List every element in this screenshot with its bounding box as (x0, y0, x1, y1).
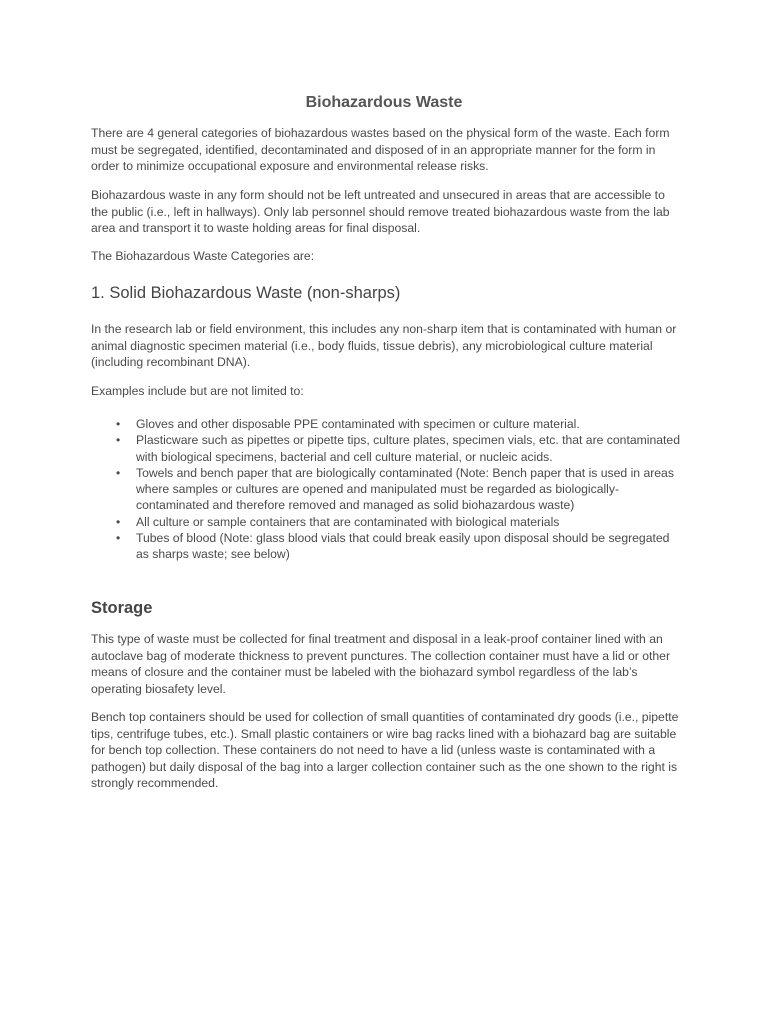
intro-paragraph-1: There are 4 general categories of biohazardous wastes based on the physical form of the waste. Each form must be segregated, identified, decontaminated and disposed of in an appropriate manner for the form in order to minimize occupational exposure and environmental release risks. (91, 126, 670, 173)
list-item-text: Plasticware such as pipettes or pipette tips, culture plates, specimen vials, etc. that are contaminated with biological specimens, bacterial and cell culture material, or nucleic acids. (136, 433, 680, 464)
list-item (91, 416, 681, 432)
intro-paragraph-2: Biohazardous waste in any form should not be left untreated and unsecured in areas that are accessible to the public (i.e., left in hallways). Only lab personnel should remove treated biohazardous waste from the lab area and transport it to waste holding areas for final disposal. (91, 188, 670, 235)
list-item-text: Towels and bench paper that are biologically contaminated (Note: Bench paper that is used in areas where samples or cultures are opened and manipulated must be regarded as biologically-contaminated and therefore removed and managed as solid biohazardous waste) (136, 465, 674, 513)
bullet-icon: • (116, 514, 121, 529)
intro-paragraph-3: The Biohazardous Waste Categories are: (91, 249, 315, 263)
list-item (91, 530, 681, 563)
page-title: Biohazardous Waste (305, 94, 463, 111)
storage-paragraph-1: This type of waste must be collected for final treatment and disposal in a leak-proof container lined with an autoclave bag of moderate thickness to prevent punctures. The collection container must have a lid or other means of closure and the container must be labeled with the biohazard symbol regardless of the lab’s operating biosafety level. (91, 632, 671, 696)
list-item (91, 432, 681, 465)
list-item (91, 514, 681, 530)
section-1-paragraph-1: In the research lab or field environment, this includes any non-sharp item that is contaminated with human or animal diagnostic specimen material (i.e., body fluids, tissue debris), any microbiological culture material (including recombinant DNA). (91, 322, 677, 369)
section-1-paragraph-2: Examples include but are not limited to: (91, 384, 304, 398)
examples-list (91, 416, 681, 563)
bullet-icon: • (116, 531, 121, 546)
bullet-icon: • (116, 417, 121, 431)
list-item-text: Gloves and other disposable PPE contaminated with specimen or culture material. (136, 417, 580, 431)
list-item (91, 465, 681, 514)
storage-paragraph-2: Bench top containers should be used for collection of small quantities of contaminated dry goods (i.e., pipette tips, centrifuge tubes, etc.). Small plastic containers or wire bag racks lined with a biohazard bag are suitable for bench top collection. These containers do not need to have a lid (unless waste is contaminated with a pathogen) but daily disposal of the bag into a larger collection container such as the one shown to the right is strongly recommended. (91, 710, 679, 790)
storage-heading: Storage (91, 599, 153, 617)
list-item-text: Tubes of blood (Note: glass blood vials that could break easily upon disposal should be segregated as sharps waste; see below) (136, 531, 670, 562)
list-item-text: All culture or sample containers that are contaminated with biological materials (136, 514, 560, 529)
bullet-icon: • (116, 433, 121, 448)
section-1-heading: 1. Solid Biohazardous Waste (non-sharps) (91, 284, 401, 302)
bullet-icon: • (116, 465, 121, 480)
